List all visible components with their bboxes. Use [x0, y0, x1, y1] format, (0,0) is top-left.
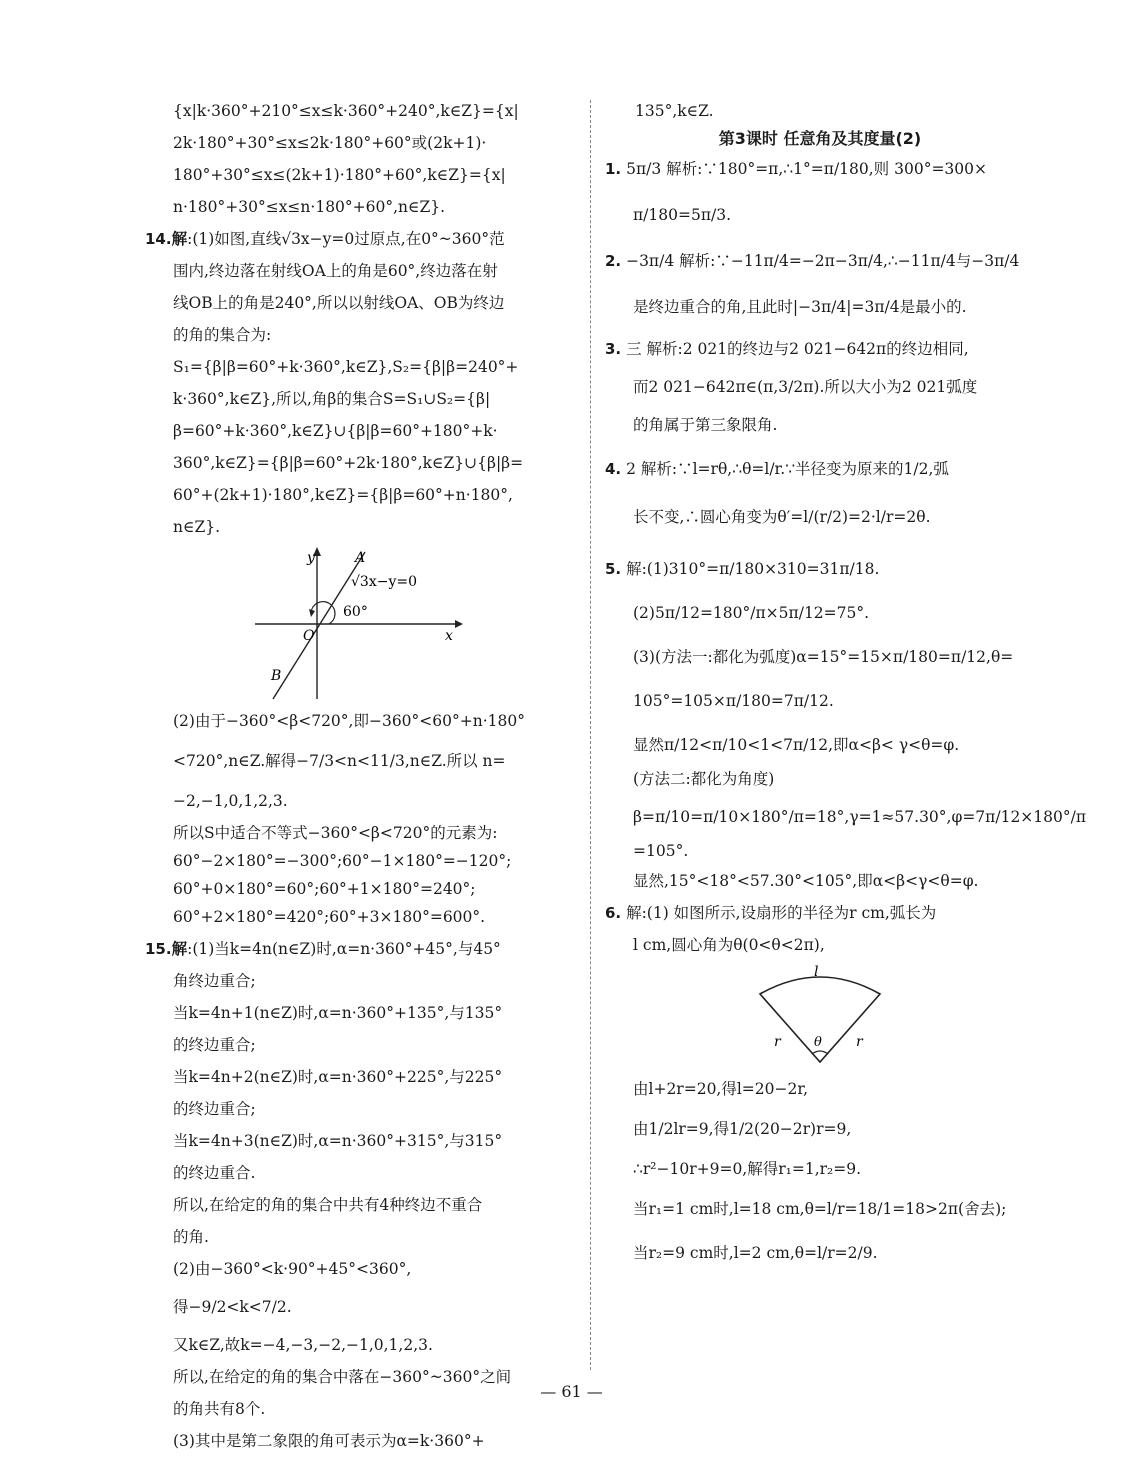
- question-number: 5.: [605, 560, 622, 578]
- text-line: 三 解析:2 021的终边与2 021−642π的终边相同,: [626, 340, 969, 358]
- text-line: 角终边重合;: [173, 972, 256, 990]
- text-line: ∴r²−10r+9=0,解得r₁=1,r₂=9.: [633, 1160, 862, 1178]
- text-line: 135°,k∈Z.: [635, 102, 714, 120]
- text-line: 的角属于第三象限角.: [633, 416, 778, 434]
- question-15-line: [145, 938, 575, 960]
- angle-arc-arrow: [309, 609, 315, 617]
- text-line: (3)(方法一:都化为弧度)α=15°=15×π/180=π/12,θ=: [633, 648, 1014, 666]
- answer-label: 解: [171, 230, 188, 248]
- question-number: 15.: [145, 940, 172, 958]
- text-line: (3)其中是第二象限的角可表示为α=k·360°+: [173, 1432, 485, 1450]
- question-1-line: [605, 158, 1035, 180]
- text-line: β=60°+k·360°,k∈Z}∪{β|β=60°+180°+k·: [173, 422, 498, 440]
- text-line: 所以S中适合不等式−360°<β<720°的元素为:: [173, 824, 498, 842]
- text-line: S₁={β|β=60°+k·360°,k∈Z},S₂={β|β=240°+: [173, 358, 519, 376]
- text-line: 的角的集合为:: [173, 326, 272, 344]
- text-line: 60°−2×180°=−300°;60°−1×180°=−120°;: [173, 852, 512, 870]
- text-line: 得−9/2<k<7/2.: [173, 1298, 292, 1316]
- text-line: 的角.: [173, 1228, 209, 1246]
- text-line: 360°,k∈Z}={β|β=60°+2k·180°,k∈Z}∪{β|β=: [173, 454, 524, 472]
- text-line: 当k=4n+1(n∈Z)时,α=n·360°+135°,与135°: [173, 1004, 503, 1022]
- radius-left-label: r: [774, 1034, 781, 1050]
- text-line: 解:(1)310°=π/180×310=31π/18.: [626, 560, 880, 578]
- point-a-label: A: [355, 550, 366, 566]
- theta-label: θ: [814, 1035, 822, 1050]
- text-line: (方法二:都化为角度): [633, 770, 775, 788]
- question-number: 4.: [605, 460, 622, 478]
- text-line: <720°,n∈Z.解得−7/3<n<11/3,n∈Z.所以 n=: [173, 752, 506, 770]
- text-line: −2,−1,0,1,2,3.: [173, 792, 288, 810]
- line-angle-figure: [255, 544, 465, 704]
- question-number: 14.: [145, 230, 172, 248]
- question-number: 2.: [605, 252, 622, 270]
- text-line: 的终边重合.: [173, 1164, 256, 1182]
- text-line: 的终边重合;: [173, 1100, 256, 1118]
- text-line: 解:(1) 如图所示,设扇形的半径为r cm,弧长为: [626, 904, 937, 922]
- arc-length-label: l: [814, 964, 819, 980]
- text-line: =105°.: [633, 842, 689, 860]
- question-4-line: [605, 458, 1035, 480]
- radius-right-label: r: [856, 1034, 863, 1050]
- right-column: [605, 100, 1087, 1264]
- question-2-line: [605, 250, 1035, 272]
- text-line: 2k·180°+30°≤x≤2k·180°+60°或(2k+1)·: [173, 134, 487, 152]
- text-line: 60°+0×180°=60°;60°+1×180°=240°;: [173, 880, 476, 898]
- text-line: 的角共有8个.: [173, 1400, 266, 1418]
- question-6-line: [605, 902, 1035, 924]
- text-line: 180°+30°≤x≤(2k+1)·180°+60°,k∈Z}={x|: [173, 166, 506, 184]
- question-5-line: [605, 558, 1035, 580]
- text-line: −3π/4 解析:∵−11π/4=−2π−3π/4,∴−11π/4与−3π/4: [626, 252, 1020, 270]
- text-line: 长不变,∴圆心角变为θ′=l/(r/2)=2·l/r=2θ.: [633, 508, 931, 526]
- text-line: (2)由−360°<k·90°+45°<360°,: [173, 1260, 412, 1278]
- text-line: :(1)如图,直线√3x−y=0过原点,在0°~360°范: [187, 230, 505, 248]
- sector-figure: [750, 962, 890, 1072]
- text-line: 围内,终边落在射线OA上的角是60°,终边落在射: [173, 262, 498, 280]
- text-line: 由1/2lr=9,得1/2(20−2r)r=9,: [633, 1120, 852, 1138]
- text-line: 当k=4n+3(n∈Z)时,α=n·360°+315°,与315°: [173, 1132, 503, 1150]
- point-b-label: B: [271, 668, 282, 684]
- y-axis-label: y: [307, 550, 315, 566]
- text-line: k·360°,k∈Z},所以,角β的集合S=S₁∪S₂={β|: [173, 390, 491, 408]
- column-divider: [590, 100, 591, 1370]
- question-3-line: [605, 338, 1035, 360]
- angle-arc: [311, 602, 335, 624]
- text-line: 所以,在给定的角的集合中落在−360°~360°之间: [173, 1368, 512, 1386]
- text-line: β=π/10=π/10×180°/π=18°,γ=1≈57.30°,φ=7π/12×180°/π: [633, 808, 1087, 826]
- text-line: 而2 021−642π∈(π,3/2π).所以大小为2 021弧度: [633, 378, 978, 396]
- question-14-line: [145, 228, 575, 250]
- section-title: 第3课时 任意角及其度量(2): [718, 129, 922, 148]
- page-number: — 61 —: [540, 1382, 603, 1401]
- text-line: π/180=5π/3.: [633, 206, 732, 224]
- central-angle-arc: [812, 1051, 828, 1054]
- text-line: l cm,圆心角为θ(0<θ<2π),: [633, 936, 825, 954]
- question-number: 3.: [605, 340, 622, 358]
- text-line: 60°+(2k+1)·180°,k∈Z}={β|β=60°+n·180°,: [173, 486, 513, 504]
- text-line: 又k∈Z,故k=−4,−3,−2,−1,0,1,2,3.: [173, 1336, 433, 1354]
- text-line: 105°=105×π/180=7π/12.: [633, 692, 834, 710]
- text-line: :(1)当k=4n(n∈Z)时,α=n·360°+45°,与45°: [187, 940, 501, 958]
- text-line: 2 解析:∵l=rθ,∴θ=l/r.∵半径变为原来的1/2,弧: [626, 460, 949, 478]
- text-line: (2)5π/12=180°/π×5π/12=75°.: [633, 604, 870, 622]
- answer-label: 解: [171, 940, 188, 958]
- text-line: 是终边重合的角,且此时|−3π/4|=3π/4是最小的.: [633, 298, 967, 316]
- text-line: 所以,在给定的角的集合中共有4种终边不重合: [173, 1196, 483, 1214]
- text-line: n∈Z}.: [173, 518, 221, 536]
- text-line: 5π/3 解析:∵180°=π,∴1°=π/180,则 300°=300×: [626, 160, 987, 178]
- text-line: n·180°+30°≤x≤n·180°+60°,n∈Z}.: [173, 198, 446, 216]
- text-line: 当r₁=1 cm时,l=18 cm,θ=l/r=18/1=18>2π(舍去);: [633, 1200, 1007, 1218]
- text-line: (2)由于−360°<β<720°,即−360°<60°+n·180°: [173, 712, 525, 730]
- text-line: 当k=4n+2(n∈Z)时,α=n·360°+225°,与225°: [173, 1068, 503, 1086]
- text-line: 的终边重合;: [173, 1036, 256, 1054]
- x-axis-arrow: [455, 620, 463, 628]
- angle-label: 60°: [343, 604, 368, 620]
- question-number: 6.: [605, 904, 622, 922]
- text-line: 由l+2r=20,得l=20−2r,: [633, 1080, 809, 1098]
- text-line: 显然,15°<18°<57.30°<105°,即α<β<γ<θ=φ.: [633, 872, 979, 890]
- left-column: [145, 100, 575, 1452]
- question-number: 1.: [605, 160, 622, 178]
- text-line: 当r₂=9 cm时,l=2 cm,θ=l/r=2/9.: [633, 1244, 878, 1262]
- text-line: 60°+2×180°=420°;60°+3×180°=600°.: [173, 908, 486, 926]
- line-equation-label: √3x−y=0: [351, 574, 418, 590]
- text-line: {x|k·360°+210°≤x≤k·360°+240°,k∈Z}={x|: [173, 102, 519, 120]
- text-line: 线OB上的角是240°,所以以射线OA、OB为终边: [173, 294, 505, 312]
- text-line: 显然π/12<π/10<1<7π/12,即α<β< γ<θ=φ.: [633, 736, 960, 754]
- x-axis-label: x: [445, 628, 453, 644]
- origin-label: O: [303, 628, 315, 644]
